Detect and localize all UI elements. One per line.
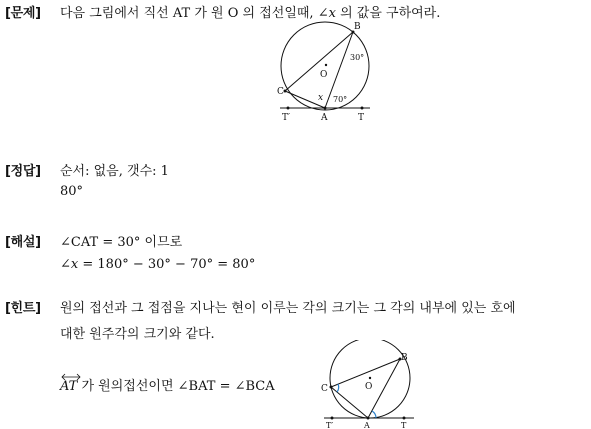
- problem-dot-tp: [287, 107, 290, 110]
- hint-angle-bat-mark: [372, 411, 376, 418]
- solution-line2: ∠x = 180° − 30° − 70° = 80°: [60, 257, 256, 272]
- hint-dot-tp: [331, 417, 334, 420]
- problem-dot-c: [284, 90, 287, 93]
- hint-dot-a: [367, 417, 370, 420]
- problem-circle: [281, 22, 369, 110]
- solution-line1: ∠CAT = 30° 이므로: [60, 235, 183, 250]
- hint-label-b: B: [401, 353, 408, 363]
- problem-tag: [문제]: [5, 6, 41, 21]
- solution-var-x: x: [70, 257, 79, 272]
- hint-dot-t: [403, 417, 406, 420]
- problem-text-before: 다음 그림에서 직선 AT 가 원 O 의 접선일때, ∠: [60, 6, 329, 21]
- hint-tag: [힌트]: [5, 301, 41, 316]
- hint-label-t: T: [401, 421, 407, 429]
- hint-angle-bca-mark: [337, 384, 339, 392]
- answer-line2: 80°: [60, 184, 84, 199]
- hint-label-a: A: [364, 421, 370, 429]
- problem-label-o: O: [320, 70, 328, 80]
- problem-label-b: B: [354, 22, 361, 32]
- hint-center-dot: [369, 377, 371, 379]
- problem-label-tp: T′: [282, 113, 291, 123]
- hint-line3-rest: 가 원의접선이면 ∠BAT = ∠BCA: [77, 379, 275, 394]
- problem-var-x: x: [328, 6, 336, 21]
- hint-dot-c: [330, 386, 333, 389]
- hint-label-c: C: [321, 384, 328, 394]
- problem-label-t: T: [358, 113, 365, 123]
- answer-tag: [정답]: [5, 164, 41, 179]
- problem-text: [60, 2, 440, 21]
- hint-figure: [318, 340, 418, 429]
- problem-chord-cb: [285, 32, 353, 91]
- hint-line3: [60, 375, 275, 394]
- problem-label-x: x: [318, 93, 324, 103]
- problem-dot-a: [324, 107, 327, 110]
- problem-label-70: 70°: [333, 95, 348, 104]
- problem-text-after: 의 값을 구하여라.: [335, 6, 441, 21]
- solution-line2-rest: = 180° − 30° − 70° = 80°: [78, 257, 256, 272]
- problem-dot-t: [361, 107, 364, 110]
- hint-line1: 원의 접선과 그 접점을 지나는 현이 이루는 각의 크기는 그 각의 내부에 있는 호에: [60, 301, 516, 316]
- double-arrow-icon: [60, 373, 82, 381]
- problem-label-c: C: [277, 87, 284, 97]
- problem-figure: [270, 18, 380, 123]
- hint-label-o: O: [365, 382, 373, 392]
- problem-label-a: A: [321, 113, 328, 123]
- hint-tangent-symbol: [60, 379, 77, 394]
- problem-center-dot: [325, 64, 327, 66]
- hint-label-tp: T′: [326, 421, 334, 429]
- hint-line2: 대한 원주각의 크기와 같다.: [60, 327, 215, 342]
- hint-var-at: AT: [60, 379, 78, 394]
- problem-label-30: 30°: [350, 53, 365, 62]
- answer-line1: 순서: 없음, 갯수: 1: [60, 164, 169, 179]
- solution-tag: [해설]: [5, 235, 41, 250]
